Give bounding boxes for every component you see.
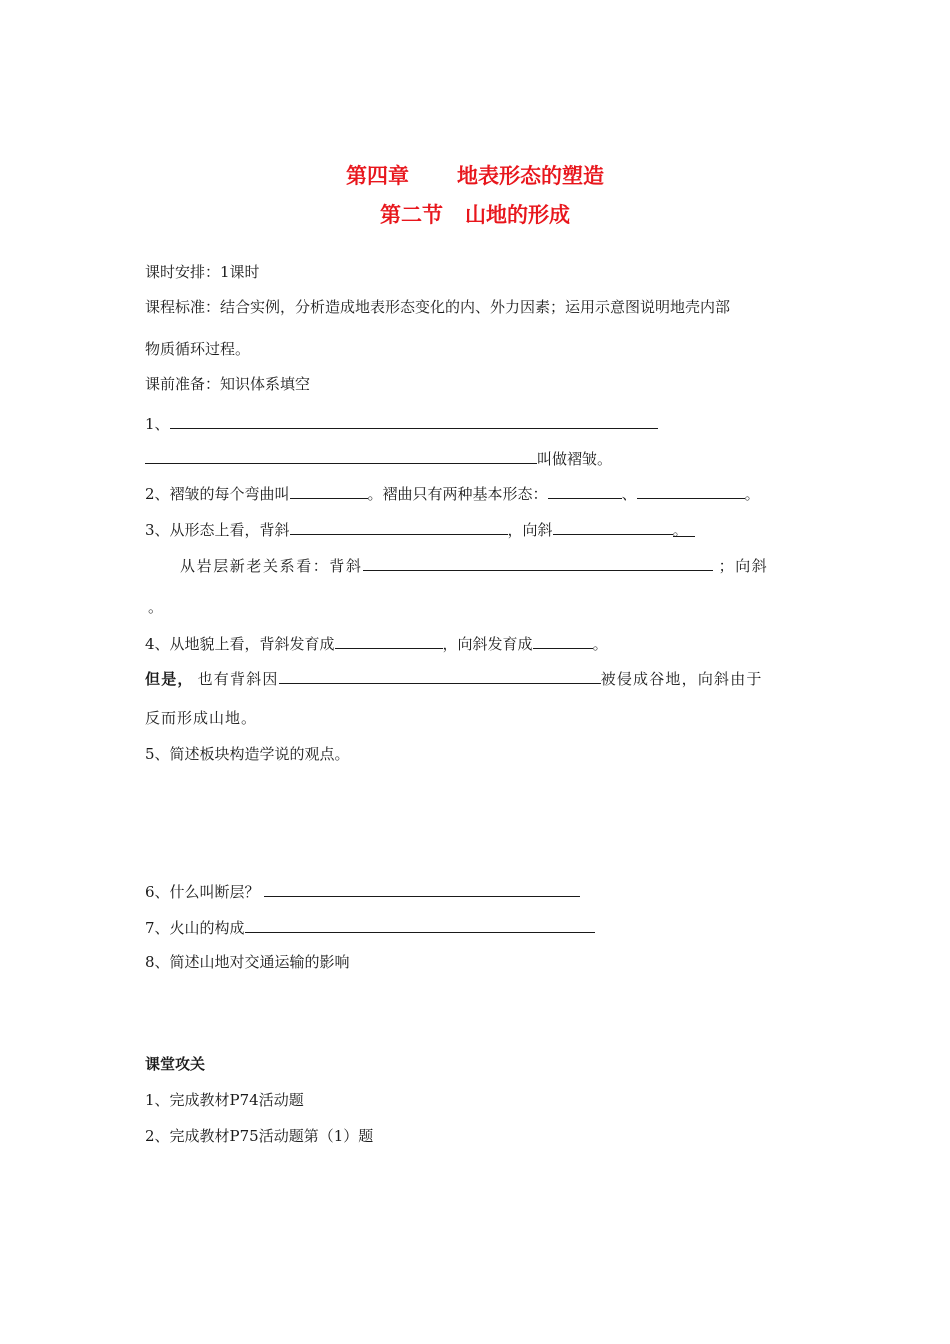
section-title xyxy=(0,199,950,229)
question-4-but: 但是， 也有背斜因 被侵成谷地，向斜由于 xyxy=(145,667,763,689)
blank[interactable] xyxy=(335,632,443,649)
blank[interactable] xyxy=(279,667,601,684)
schedule-text: 课时安排：1课时 xyxy=(145,263,260,281)
question-3-rock-age: 从岩层新老关系看：背斜 ；向斜 xyxy=(180,554,768,576)
prep-text: 课前准备：知识体系填空 xyxy=(145,375,311,393)
question-5: 5、简述板块构造学说的观点。 xyxy=(145,745,350,763)
question-7: 7、火山的构成 xyxy=(145,916,595,938)
question-1-line-2: 叫做褶皱。 xyxy=(145,447,612,469)
classroom-item-1: 1、完成教材P74活动题 xyxy=(145,1091,304,1109)
blank[interactable] xyxy=(264,880,580,897)
blank[interactable] xyxy=(553,518,673,535)
standard-text-1: 课程标准：结合实例，分析造成地表形态变化的内、外力因素；运用示意图说明地壳内部 xyxy=(145,298,731,316)
question-3-rock-end: 。 xyxy=(148,598,164,616)
blank[interactable] xyxy=(170,412,658,429)
question-3: 3、从形态上看，背斜 ，向斜 。 xyxy=(145,518,695,540)
chapter-name: 地表形态的塑造 xyxy=(457,164,604,188)
chapter-title xyxy=(0,160,950,190)
question-2: 2、褶皱的每个弯曲叫 。褶曲只有两种基本形态： 、 。 xyxy=(145,482,760,504)
classroom-item-2: 2、完成教材P75活动题第（1）题 xyxy=(145,1127,374,1145)
question-8: 8、简述山地对交通运输的影响 xyxy=(145,953,350,971)
standard-text-2: 物质循环过程。 xyxy=(145,340,251,358)
blank[interactable] xyxy=(548,482,622,499)
question-1-line-1: 1、 xyxy=(145,412,658,434)
blank[interactable] xyxy=(290,482,368,499)
question-4-cont: 反而形成山地。 xyxy=(145,709,258,727)
question-6: 6、什么叫断层？ xyxy=(145,880,580,902)
blank[interactable] xyxy=(363,554,713,571)
chapter-number: 第四章 xyxy=(346,164,409,188)
blank[interactable] xyxy=(245,916,595,933)
section-name: 山地的形成 xyxy=(465,203,570,227)
blank[interactable] xyxy=(533,632,593,649)
blank[interactable] xyxy=(145,447,537,464)
section-number: 第二节 xyxy=(380,203,443,227)
classroom-heading: 课堂攻关 xyxy=(145,1055,206,1073)
question-4: 4、从地貌上看，背斜发育成 ，向斜发育成 。 xyxy=(145,632,608,654)
blank[interactable] xyxy=(290,518,508,535)
blank[interactable] xyxy=(637,482,745,499)
